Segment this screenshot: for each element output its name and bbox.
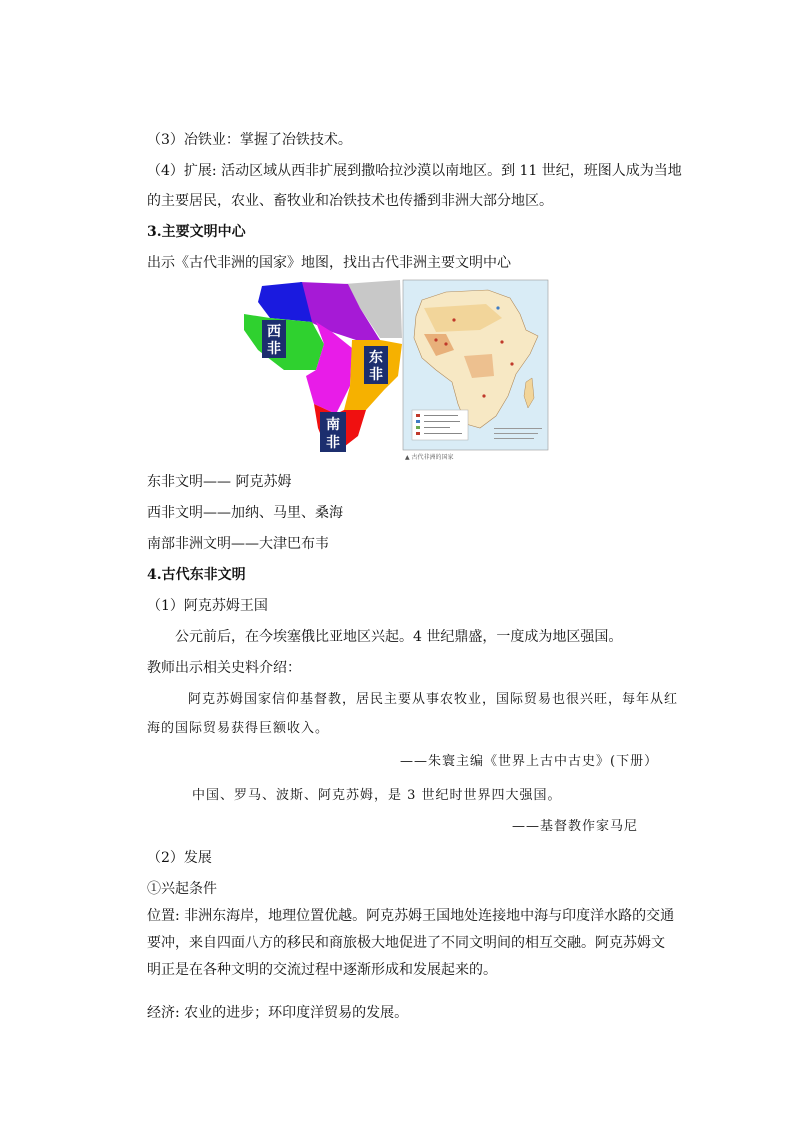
west-label-2: 非 <box>267 341 281 357</box>
line-aksum-rise: 公元前后，在今埃塞俄比亚地区兴起。4 世纪鼎盛，一度成为地区强国。 <box>175 629 623 645</box>
line-aksum-kingdom: （1）阿克苏姆王国 <box>147 598 268 614</box>
line-teacher-shows: 教师出示相关史料介绍： <box>147 660 301 676</box>
quote-1-source: ——朱寰主编《世界上古中古史》(下册） <box>400 754 659 769</box>
heading-east-africa-civilization: 4.古代东非文明 <box>147 567 246 583</box>
east-label <box>364 346 388 384</box>
africa-region-map <box>240 278 550 460</box>
paragraph-location: 位置: 非洲东海岸，地理位置优越。阿克苏姆王国地处连接地中海与印度洋水路的交通要冲，来自四面八方的移民和商旅极大地促进了不同文明间的相互交融。阿克苏姆文明正是在各种文明的交流过程中逐渐形成和发展起来的。 <box>147 908 675 978</box>
line-expansion-2: 的主要居民，农业、畜牧业和冶铁技术也传播到非洲大部分地区。 <box>147 193 553 209</box>
east-label-2: 非 <box>369 367 383 383</box>
south-label-2: 非 <box>326 435 340 451</box>
quote-2-source: ——基督教作家马尼 <box>512 819 639 834</box>
quote-2: 中国、罗马、波斯、阿克苏姆，是 3 世纪时世界四大强国。 <box>192 788 562 803</box>
map-caption: ▲ 古代非洲的国家 <box>405 454 454 461</box>
map-legend <box>412 410 468 440</box>
line-west-africa: 西非文明——加纳、马里、桑海 <box>147 505 343 521</box>
quote-1-line-2: 海的国际贸易获得巨额收入。 <box>147 721 330 736</box>
line-east-africa: 东非文明—— 阿克苏姆 <box>147 474 292 490</box>
quote-1-line-1: 阿克苏姆国家信仰基督教，居民主要从事农牧业，国际贸易也很兴旺，每年从红 <box>188 692 679 707</box>
west-label <box>262 320 286 358</box>
east-label-1: 东 <box>369 350 383 366</box>
line-rise-conditions: ①兴起条件 <box>147 881 217 897</box>
line-expansion-1: （4）扩展: 活动区域从西非扩展到撒哈拉沙漠以南地区。到 11 世纪，班图人成为当地 <box>147 163 682 179</box>
line-southern-africa: 南部非洲文明——大津巴布韦 <box>147 536 329 552</box>
africa-maps-figure <box>240 278 550 460</box>
line-development: （2）发展 <box>147 850 212 866</box>
line-smelting: （3）冶铁业：掌握了冶铁技术。 <box>147 132 352 148</box>
heading-main-civilizations: 3.主要文明中心 <box>147 224 246 240</box>
west-label-1: 西 <box>267 324 281 340</box>
line-economy: 经济: 农业的进步；环印度洋贸易的发展。 <box>147 1005 409 1021</box>
south-label <box>320 412 346 452</box>
line-show-map: 出示《古代非洲的国家》地图，找出古代非洲主要文明中心 <box>147 255 511 271</box>
south-label-1: 南 <box>326 417 340 433</box>
